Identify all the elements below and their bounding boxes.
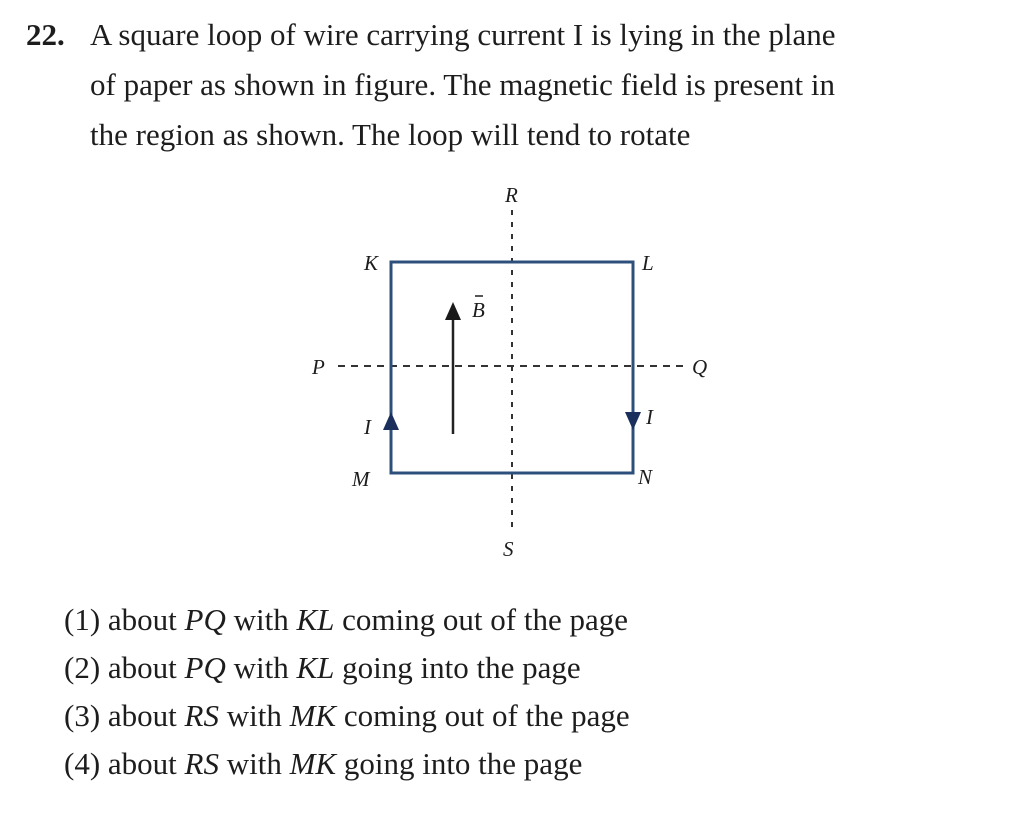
- option-text: about: [107, 602, 185, 637]
- option-number: (2): [64, 650, 101, 685]
- question-line-3: the region as shown. The loop will tend to rotate: [90, 117, 691, 152]
- option-text: about: [107, 698, 185, 733]
- option-side: MK: [289, 698, 337, 733]
- option-text: with: [218, 746, 290, 781]
- question-line-1: [26, 10, 1016, 60]
- option-axis: RS: [184, 746, 219, 781]
- option-text: with: [225, 602, 297, 637]
- option-number: (4): [64, 746, 101, 781]
- option-text: about: [107, 746, 185, 781]
- current-arrow-right-icon: [625, 412, 641, 430]
- option-axis: PQ: [184, 650, 226, 685]
- label-q: Q: [692, 355, 708, 379]
- question-line-2: of paper as shown in figure. The magnetic field is present in: [90, 67, 835, 102]
- option-side: KL: [296, 602, 335, 637]
- question-line-1-text: A square loop of wire carrying current I is lying in the plane: [90, 17, 836, 52]
- option-text: about: [107, 650, 185, 685]
- option-text: with: [218, 698, 290, 733]
- option-3[interactable]: [64, 692, 1004, 740]
- label-i-right: I: [646, 405, 653, 429]
- label-p: P: [312, 355, 325, 379]
- option-text: going into the page: [336, 746, 583, 781]
- option-text: going into the page: [334, 650, 581, 685]
- option-number: (3): [64, 698, 101, 733]
- option-text: with: [225, 650, 297, 685]
- label-b: B: [472, 298, 485, 322]
- label-l: L: [642, 251, 654, 275]
- option-1[interactable]: [64, 596, 1004, 644]
- label-s: S: [503, 537, 514, 561]
- option-2[interactable]: [64, 644, 1004, 692]
- question-text: [26, 10, 1016, 160]
- label-n: N: [638, 465, 653, 489]
- current-arrow-left-icon: [383, 412, 399, 430]
- option-side: MK: [289, 746, 337, 781]
- option-axis: PQ: [184, 602, 226, 637]
- option-number: (1): [64, 602, 101, 637]
- question-number: 22.: [26, 17, 65, 52]
- option-axis: RS: [184, 698, 219, 733]
- label-i-left: I: [364, 415, 371, 439]
- option-text: coming out of the page: [336, 698, 630, 733]
- option-side: KL: [296, 650, 335, 685]
- option-4[interactable]: [64, 740, 1004, 788]
- b-field-arrow-head: [445, 302, 461, 320]
- answer-options: [64, 596, 1004, 788]
- loop-figure: [290, 172, 730, 572]
- option-text: coming out of the page: [334, 602, 628, 637]
- label-m: M: [352, 467, 370, 491]
- label-r: R: [505, 183, 518, 207]
- label-k: K: [364, 251, 379, 275]
- loop-diagram: [290, 172, 730, 572]
